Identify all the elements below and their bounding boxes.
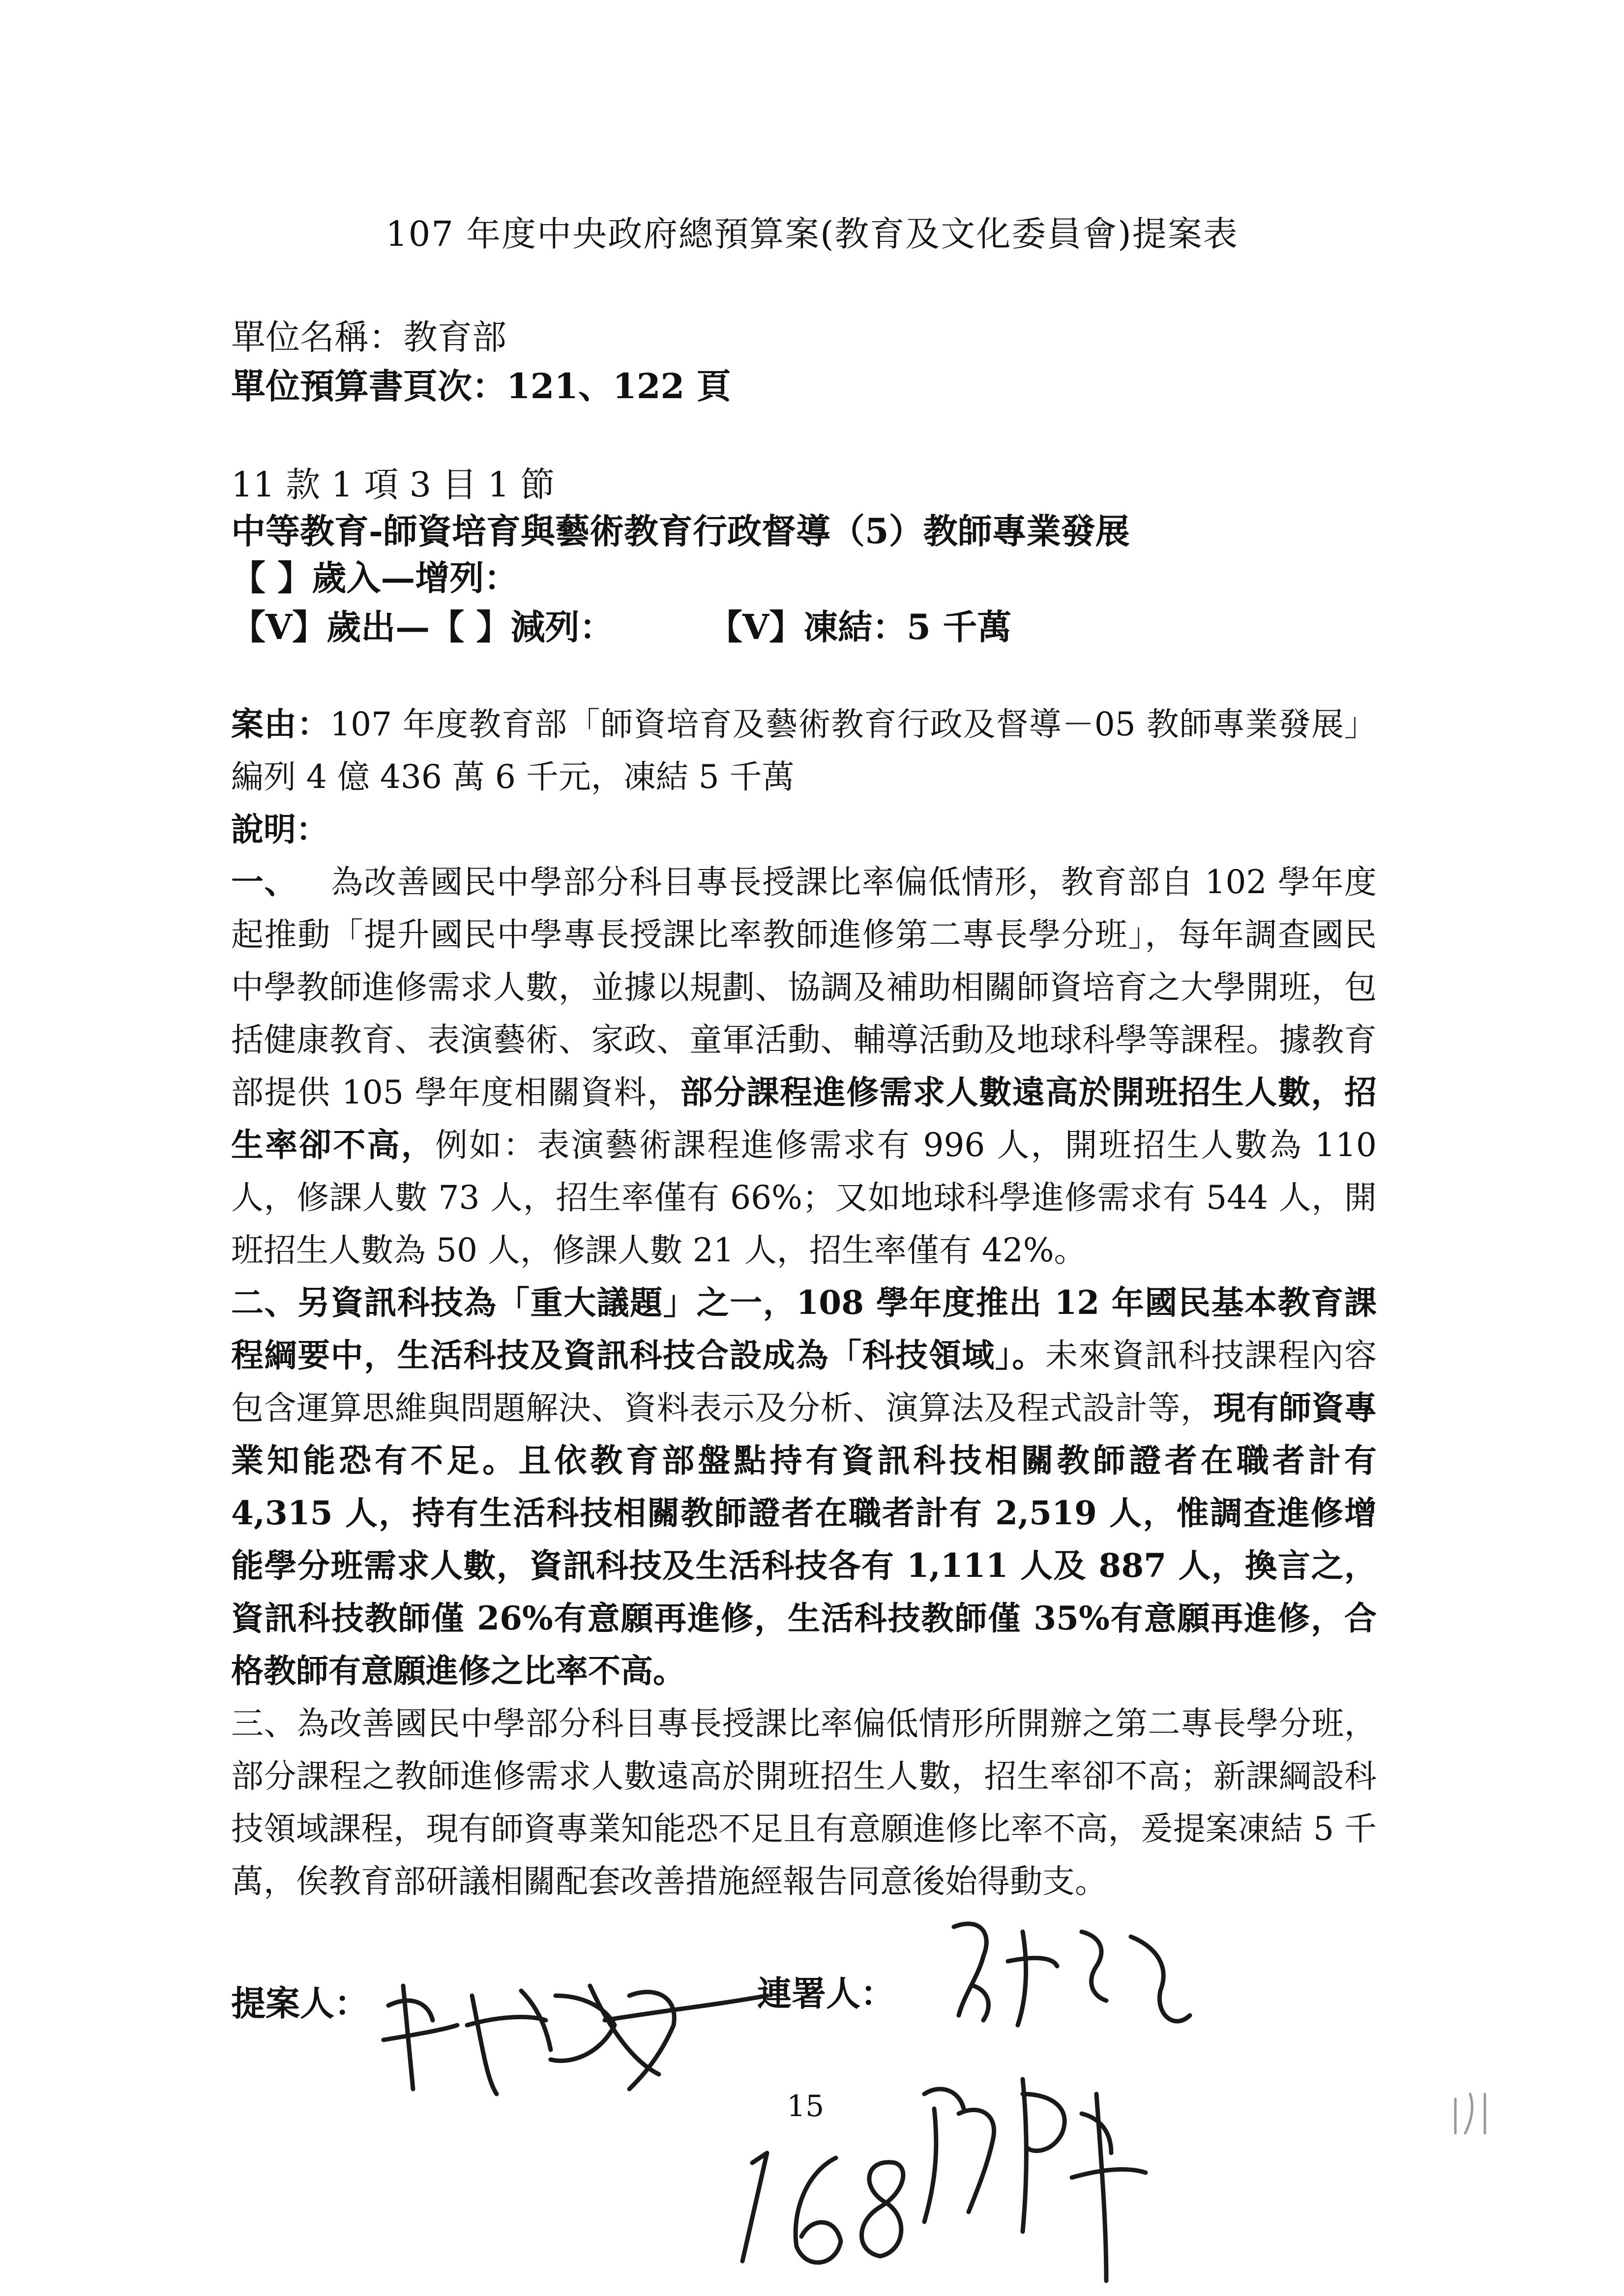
reason-text: 107 年度教育部「師資培育及藝術教育行政及督導－05 教師專業發展」編列 4 億 436 萬 6 千元，凍結 5 千萬 [231, 705, 1377, 796]
item-1-text-c: 例如：表演藝術課程進修需求有 996 人，開班招生人數為 110 人，修課人數 73 人，招生率僅有 66%；又如地球科學進修需求有 544 人，開班招生人數為 50 人，修課人數 21 人，招生率僅有 42%。 [231, 1126, 1377, 1269]
unit-name: 單位名稱：教育部 [231, 317, 506, 357]
margin-mark [1455, 2094, 1485, 2133]
freeze-line: 【V】凍結：5 千萬 [708, 607, 1012, 647]
cosigner-label: 連署人： [757, 1973, 895, 2014]
item-1-text-a: 為改善國民中學部分科目專長授課比率偏低情形，教育部自 102 學年度起推動「提升國民中學專長授課比率教師進修第二專長學分班」，每年調查國民中學教師進修需求人數，並據以規劃、協調及補助相關師資培育之大學開班，包括健康教育、表演藝術、家政、童軍活動、輔導活動及地球科學等課程。據教育部提供 105 學年度相關資料， [231, 863, 1377, 1111]
revenue-line: 【 】歲入—增列： [231, 557, 519, 598]
cosigner-signature [954, 1924, 1190, 2025]
reason-label: 案由： [231, 705, 330, 743]
explanation-item-3: 三、為改善國民中學部分科目專長授課比率偏低情形所開辦之第二專長學分班，部分課程之教師進修需求人數遠高於開班招生人數，招生率卻不高；新課綱設科技領域課程，現有師資專業知能恐不足且有意願進修比率不高，爰提案凍結 5 千萬，俟教育部研議相關配套改善措施經報告同意後始得動支。 [231, 1705, 1377, 1900]
item-1-text-bold: 部分課程進修需求人數遠高於開班招生人數，招生率卻不高， [231, 1073, 1377, 1164]
item-2-text-b: 未來資訊科技課程內容包含運算思維與問題解決、資料表示及分析、演算法及程式設計等， [231, 1337, 1377, 1427]
proposer-label: 提案人： [231, 1983, 369, 2024]
document-title: 107 年度中央政府總預算案(教育及文化委員會)提案表 [385, 214, 1239, 254]
handwritten-number [742, 2153, 903, 2263]
budget-page: 單位預算書頁次：121、122 頁 [231, 366, 731, 407]
expenditure-line: 【V】歲出—【 】減列： [231, 607, 614, 647]
item-2-text-a: 二、另資訊科技為「重大議題」之一，108 學年度推出 12 年國民基本教育課程綱要中，生活科技及資訊科技合設成為「科技領域」。 [231, 1283, 1377, 1374]
item-1-number: 一、 [231, 863, 298, 901]
page-number: 15 [787, 2089, 825, 2123]
explanation-label: 說明： [231, 810, 328, 848]
budget-section: 11 款 1 項 3 目 1 節 [231, 465, 555, 505]
proposer-signature [384, 1986, 767, 2094]
program-name: 中等教育-師資培育與藝術教育行政督導（5）教師專業發展 [231, 511, 1130, 552]
item-2-text-bold: 現有師資專業知能恐有不足。且依教育部盤點持有資訊科技相關教師證者在職者計有 4,315 人，持有生活科技相關教師證者在職者計有 2,519 人，惟調查進修增能學分班需求人數，資訊科技及生活科技各有 1,111 人及 887 人，換言之，資訊科技教師僅 26%有意願再進修，生活科技教師僅 35%有意願再進修，合格教師有意願進修之比率不高。 [231, 1389, 1377, 1690]
cosigner-signature-2 [924, 2079, 1146, 2281]
